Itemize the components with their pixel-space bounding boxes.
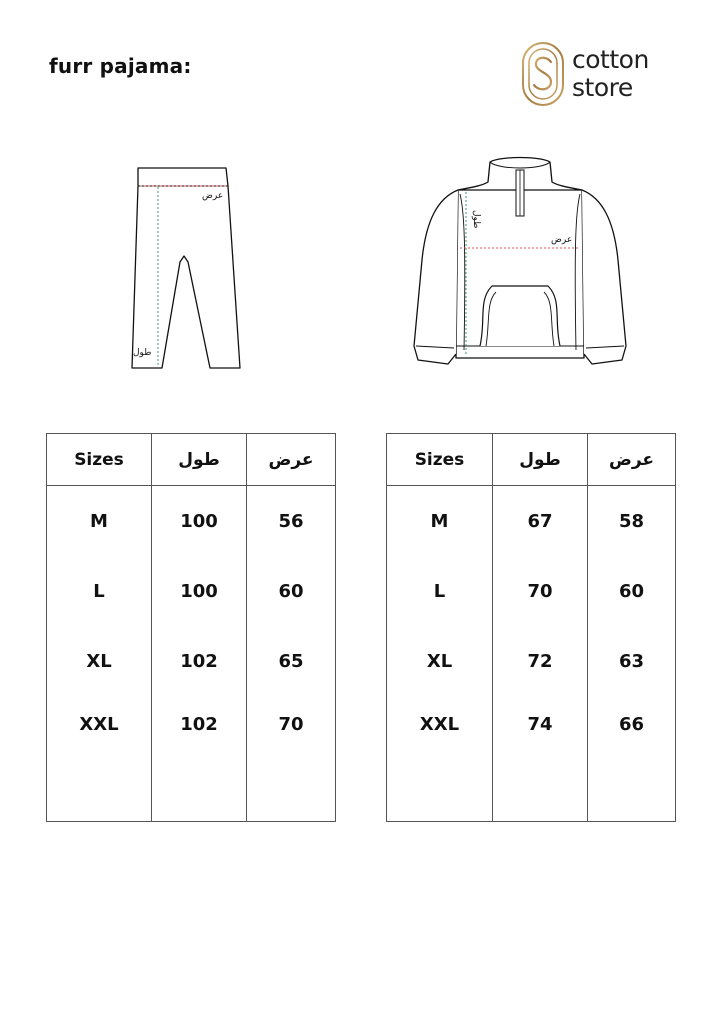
brand-name-line2: store (572, 73, 633, 102)
header-width: عرض (588, 434, 676, 486)
width-cell: 65 (247, 626, 336, 696)
table-header-row (47, 434, 336, 486)
page-title: furr pajama: (49, 54, 192, 78)
size-cell: M (47, 486, 152, 557)
table-row (47, 626, 336, 696)
width-cell: 60 (588, 556, 676, 626)
size-cell: M (387, 486, 493, 557)
pants-length-label: طول (133, 348, 152, 358)
width-cell: 60 (247, 556, 336, 626)
size-cell: L (387, 556, 493, 626)
top-size-table (386, 433, 676, 822)
length-cell: 100 (152, 486, 247, 557)
brand-logo-mark-icon (520, 40, 568, 108)
length-cell: 72 (493, 626, 588, 696)
width-cell: 58 (588, 486, 676, 557)
table-row (47, 556, 336, 626)
pants-size-table (46, 433, 336, 822)
hoodie-length-label: طول (471, 210, 481, 229)
length-cell: 102 (152, 626, 247, 696)
header-length: طول (493, 434, 588, 486)
table-row (47, 486, 336, 557)
length-cell: 74 (493, 696, 588, 822)
header-sizes: Sizes (387, 434, 493, 486)
size-cell: L (47, 556, 152, 626)
width-cell: 66 (588, 696, 676, 822)
length-cell: 100 (152, 556, 247, 626)
table-row (387, 556, 676, 626)
brand-name-line1: cotton (572, 45, 649, 74)
pants-illustration (128, 162, 244, 374)
width-cell: 56 (247, 486, 336, 557)
size-cell: XXL (387, 696, 493, 822)
brand-logo (520, 40, 690, 110)
header-width: عرض (247, 434, 336, 486)
size-cell: XL (387, 626, 493, 696)
table-row (47, 696, 336, 822)
table-row (387, 486, 676, 557)
hoodie-width-label: عرض (551, 235, 573, 245)
length-cell: 67 (493, 486, 588, 557)
table-row (387, 626, 676, 696)
table-header-row (387, 434, 676, 486)
length-cell: 102 (152, 696, 247, 822)
size-cell: XXL (47, 696, 152, 822)
hoodie-illustration (408, 150, 630, 376)
table-row (387, 696, 676, 822)
width-cell: 63 (588, 626, 676, 696)
header-sizes: Sizes (47, 434, 152, 486)
length-cell: 70 (493, 556, 588, 626)
header-length: طول (152, 434, 247, 486)
size-cell: XL (47, 626, 152, 696)
width-cell: 70 (247, 696, 336, 822)
pants-width-label: عرض (202, 191, 224, 201)
brand-name (572, 46, 649, 102)
